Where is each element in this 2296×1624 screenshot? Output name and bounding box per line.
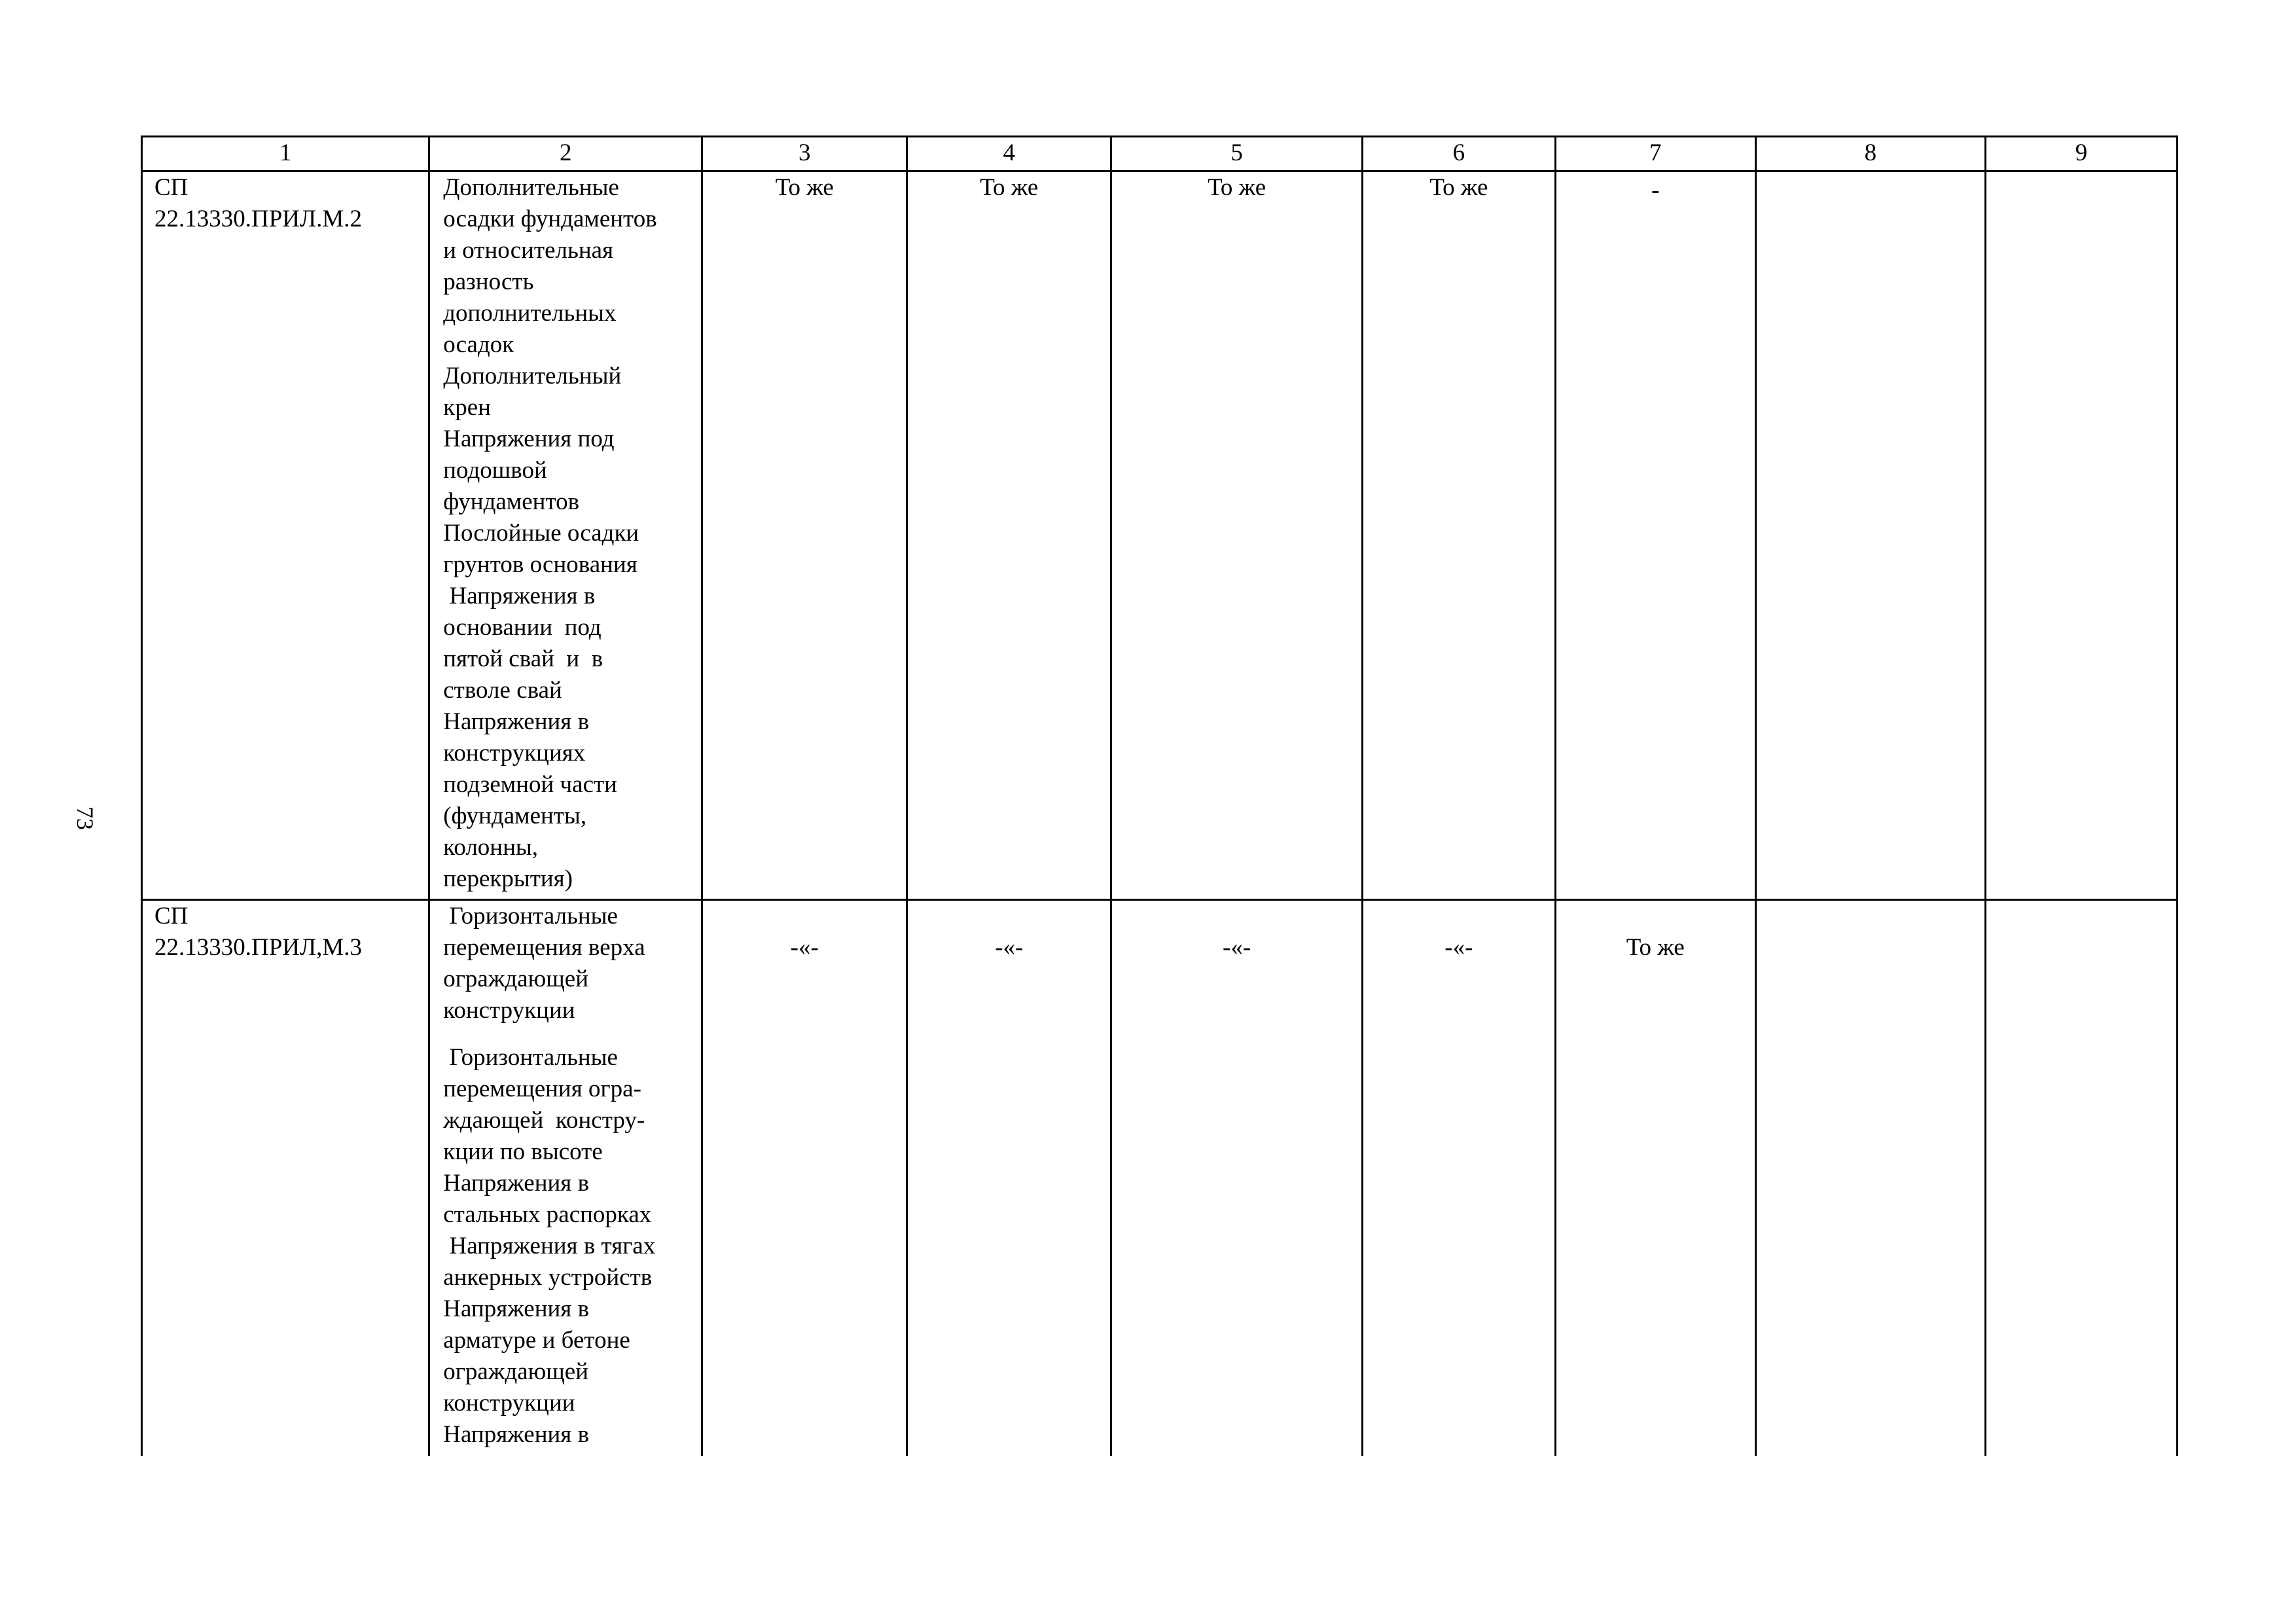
parameter-line: арматуре и бетоне <box>443 1327 630 1354</box>
table-cell: То же <box>1362 171 1555 900</box>
parameter-line: Горизонтальные <box>443 903 618 929</box>
parameter-line: Напряжения под <box>443 425 615 452</box>
parameter-line: подошвой <box>443 457 547 484</box>
parameter-line: перемещения верха <box>443 934 645 961</box>
column-header: 9 <box>1986 137 2178 171</box>
parameter-line: перекрытия) <box>443 865 573 892</box>
column-header: 2 <box>429 137 702 171</box>
dash-mark: - <box>1651 177 1660 204</box>
parameter-line: конструкциях <box>443 740 586 767</box>
parameter-line: подземной части <box>443 771 617 798</box>
parameter-line: Послойные осадки <box>443 520 639 547</box>
table-cell <box>1986 171 2178 900</box>
table-row <box>142 900 2178 1456</box>
column-header: 5 <box>1111 137 1363 171</box>
regulation-code: СП 22.13330.ПРИЛ.М.2 <box>154 174 363 232</box>
parameter-line: Напряжения в тягах <box>443 1233 656 1259</box>
parameter-line: ограждающей <box>443 1358 588 1385</box>
table-cell <box>1986 900 2178 1456</box>
parameter-line: осадки фундаментов <box>443 206 657 232</box>
parameter-line: стволе свай <box>443 677 562 704</box>
parameter-line: конструкции <box>443 997 575 1024</box>
table-cell <box>1755 171 1985 900</box>
parameter-line: разность <box>443 268 534 295</box>
parameter-line: конструкции <box>443 1390 575 1416</box>
parameters-cell <box>429 171 702 900</box>
page-number: 73 <box>72 806 98 830</box>
table-cell: То же <box>907 171 1111 900</box>
column-header: 7 <box>1555 137 1755 171</box>
column-header: 3 <box>702 137 907 171</box>
table-cell: -«- <box>1111 900 1363 1456</box>
parameters-cell <box>429 900 702 1456</box>
column-header: 1 <box>142 137 429 171</box>
parameter-line: и относительная <box>443 237 614 264</box>
table-cell: -«- <box>1362 900 1555 1456</box>
table-header-row <box>142 137 2178 171</box>
column-header: 4 <box>907 137 1111 171</box>
parameter-line: Напряжения в <box>443 708 590 735</box>
table-cell <box>1555 171 1755 900</box>
parameter-line: дополнительных <box>443 300 617 327</box>
parameter-line: ограждающей <box>443 965 588 992</box>
table-cell: -«- <box>907 900 1111 1456</box>
paragraph-gap <box>443 1026 697 1042</box>
parameter-line: Напряжения в <box>443 1295 590 1322</box>
parameter-line: Напряжения в <box>443 583 596 609</box>
parameter-line: основании под <box>443 614 601 641</box>
parameter-line: кции по высоте <box>443 1138 603 1165</box>
parameter-line: Напряжения в <box>443 1170 590 1197</box>
table-cell: То же <box>702 171 907 900</box>
parameter-line: грунтов основания <box>443 551 637 578</box>
column-header: 8 <box>1755 137 1985 171</box>
column-header: 6 <box>1362 137 1555 171</box>
parameter-line: стальных распорках <box>443 1201 652 1228</box>
parameter-line: Дополнительные <box>443 174 619 201</box>
table-cell: -«- <box>702 900 907 1456</box>
parameter-line: пятой свай и в <box>443 645 603 672</box>
table-cell: То же <box>1555 900 1755 1456</box>
parameter-line: осадок <box>443 331 514 358</box>
parameter-line: колонны, <box>443 834 539 861</box>
regulation-code-cell <box>142 171 429 900</box>
parameter-line: Горизонтальные <box>443 1044 618 1071</box>
parameter-line: анкерных устройств <box>443 1264 653 1291</box>
parameter-line: фундаментов <box>443 488 580 515</box>
regulation-code-cell <box>142 900 429 1456</box>
parameter-line: перемещения огра- <box>443 1075 641 1102</box>
parameter-line: (фундаменты, <box>443 803 587 829</box>
table-cell <box>1755 900 1985 1456</box>
parameter-line: Напряжения в <box>443 1421 590 1448</box>
parameter-line: Дополнительный <box>443 363 622 389</box>
parameter-line: крен <box>443 394 491 421</box>
parameter-line: ждающей констру- <box>443 1107 645 1134</box>
document-table <box>141 135 2178 1456</box>
table-row <box>142 171 2178 900</box>
regulation-code: СП 22.13330.ПРИЛ,М.3 <box>154 903 363 961</box>
table-cell: То же <box>1111 171 1363 900</box>
